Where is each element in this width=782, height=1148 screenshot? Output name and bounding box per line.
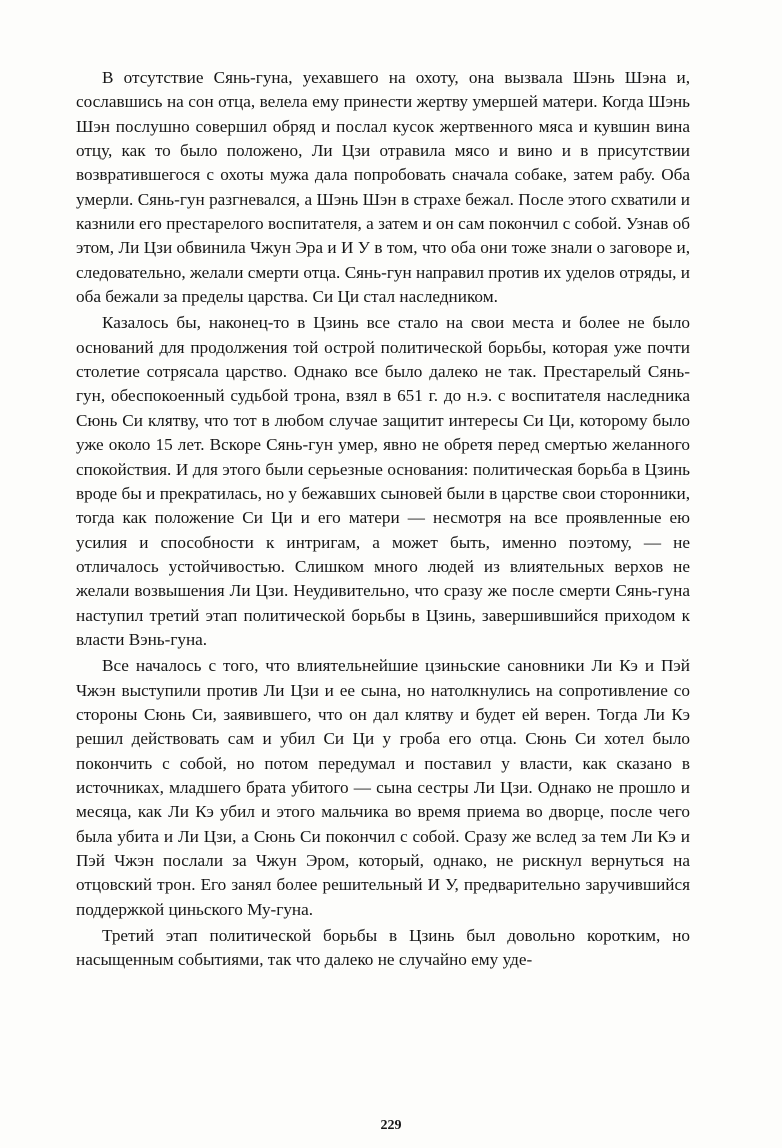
paragraph-4: Третий этап политической борьбы в Цзинь был довольно коротким, но насыщенным событиями, так что далеко не случайно ему уде- bbox=[76, 926, 690, 970]
body-text bbox=[76, 66, 690, 973]
paragraph-2: Казалось бы, наконец-то в Цзинь все стало на свои места и более не было оснований для продолжения той острой политической борьбы, которая уже почти столетие сотрясала царство. Однако все было далеко не так. Престарелый Сянь-гун, обеспокоенный судьбой трона, взял в 651 г. до н.э. с воспитателя наследника Сюнь Си клятву, что тот в любом случае защитит интересы Си Ци, которому было уже около 15 лет. Вскоре Сянь-гун умер, явно не обретя перед смертью желанного спокойствия. И для этого были серьезные основания: политическая борьба в Цзинь вроде бы и прекратилась, но у бежавших сыновей были в царстве свои сторонники, тогда как положение Си Ци и его матери — несмотря на все проявленные ею усилия и способности к интригам, а может быть, именно поэтому, — не отличалось устойчивостью. Слишком много людей из влиятельных верхов не желали возвышения Ли Цзи. Неудивительно, что сразу же после смерти Сянь-гуна наступил третий этап политической борьбы в Цзинь, завершившийся приходом к власти Вэнь-гуна. bbox=[76, 313, 690, 649]
paragraph-1: В отсутствие Сянь-гуна, уехавшего на охоту, она вызвала Шэнь Шэна и, сославшись на сон отца, велела ему принести жертву умершей матери. Когда Шэнь Шэн послушно совершил обряд и послал кусок жертвенного мяса и кувшин вина отцу, как то было положено, Ли Цзи отравила мясо и вино и в присутствии возвратившегося с охоты мужа дала попробовать сначала собаке, затем рабу. Оба умерли. Сянь-гун разгневался, а Шэнь Шэн в страхе бежал. После этого схватили и казнили его престарелого воспитателя, а затем и он сам покончил с собой. Узнав об этом, Ли Цзи обвинила Чжун Эра и И У в том, что оба они тоже знали о заговоре и, следовательно, желали смерти отца. Сянь-гун направил против их уделов отряды, и оба бежали за пределы царства. Си Ци стал наследником. bbox=[76, 68, 690, 307]
paragraph-3: Все началось с того, что влиятельнейшие цзиньские сановники Ли Кэ и Пэй Чжэн выступили против Ли Цзи и ее сына, но натолкнулись на сопротивление со стороны Сюнь Си, заявившего, что он дал клятву и будет ей верен. Тогда Ли Кэ решил действовать сам и убил Си Ци у гроба его отца. Сюнь Си хотел было покончить с собой, но потом передумал и поставил у власти, как сказано в источниках, младшего брата убитого — сына сестры Ли Цзи. Однако не прошло и месяца, как Ли Кэ убил и этого мальчика во время приема во дворце, после чего была убита и Ли Цзи, а Сюнь Си покончил с собой. Сразу же вслед за тем Ли Кэ и Пэй Чжэн послали за Чжун Эром, который, однако, не рискнул вернуться на отцовский трон. Его занял более решительный И У, предварительно заручившийся поддержкой циньского Му-гуна. bbox=[76, 656, 690, 919]
page-number: 229 bbox=[380, 1118, 402, 1133]
